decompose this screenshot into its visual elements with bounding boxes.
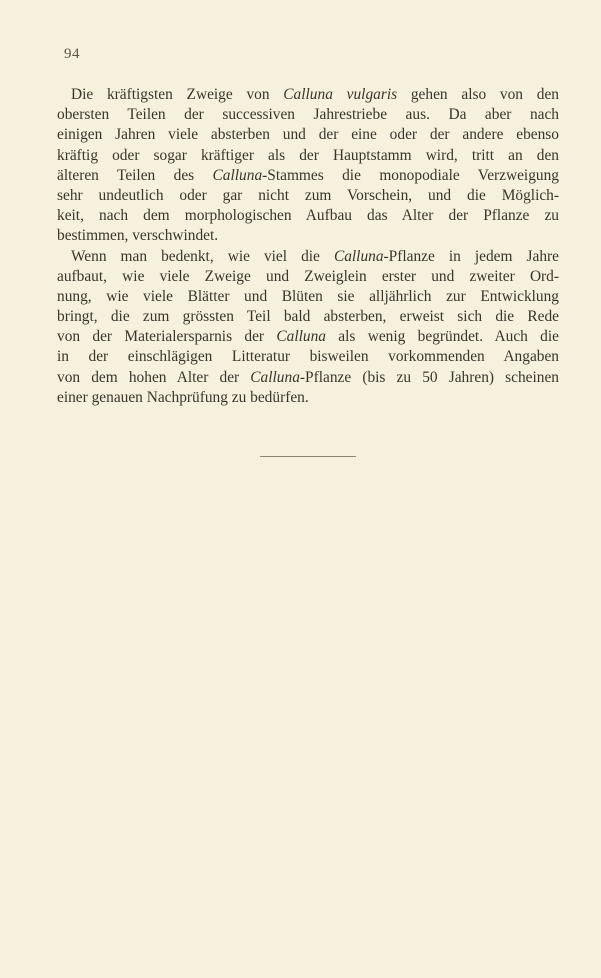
section-divider [260,456,356,457]
text-line [57,226,559,246]
text-run: -Pflanze in jedem Jahre [383,247,559,265]
text-run: sehr undeutlich oder gar nicht zum Vorschein, und die Möglich- [57,186,559,204]
text-line [57,347,559,367]
text-run: -Pflanze (bis zu 50 Jahren) scheinen [299,368,559,386]
text-run: älteren Teilen des [57,166,213,184]
text-line [57,85,559,105]
text-run: einer genauen Nachprüfung zu bedürfen. [57,388,309,406]
text-run: bringt, die zum grössten Teil bald absterben, erweist sich die Rede [57,308,559,326]
text-run: von dem hohen Alter der [57,368,251,386]
italic-term: Calluna vulgaris [283,86,398,103]
text-line [57,267,559,287]
text-run: in der einschlägigen Litteratur bisweilen vorkommenden Angaben [57,348,559,366]
paragraph [57,85,559,247]
text-run: von der Materialersparnis der [57,328,277,346]
italic-term: Calluna [333,247,384,265]
text-line [57,146,559,166]
text-run: einigen Jahren viele absterben und der eine oder der andere ebenso [57,126,559,144]
text-run: obersten Teilen der successiven Jahrestriebe aus. Da aber nach [57,106,559,124]
italic-term: Calluna [276,328,326,346]
italic-term: Calluna [212,166,263,184]
text-run: -Stammes die monopodiale Verzweigung [262,166,559,184]
text-run: Die kräftigsten Zweige von [71,86,284,103]
text-line [57,166,559,186]
text-run: kräftig oder sogar kräftiger als der Hauptstamm wird, tritt an den [57,146,559,164]
text-line [57,368,559,388]
text-line [57,287,559,307]
text-line [57,307,559,327]
italic-term: Calluna [250,368,300,386]
text-line [57,125,559,145]
text-run: Wenn man bedenkt, wie viel die [71,247,334,265]
text-line [57,206,559,226]
text-run: als wenig begründet. Auch die [325,328,559,346]
text-run: gehen also von den [397,86,559,103]
paragraph [57,247,559,409]
text-line [57,327,559,347]
text-run: keit, nach dem morphologischen Aufbau das Alter der Pflanze zu [57,207,559,225]
text-line [57,186,559,206]
text-line [57,247,559,267]
text-run: aufbaut, wie viele Zweige und Zweiglein erster und zweiter Ord- [57,267,559,285]
body-text [57,85,559,408]
page-number: 94 [64,46,80,62]
text-line [57,388,559,408]
text-run: nung, wie viele Blätter und Blüten sie alljährlich zur Entwicklung [57,287,559,305]
text-run: bestimmen, verschwindet. [57,227,219,245]
text-line [57,105,559,125]
